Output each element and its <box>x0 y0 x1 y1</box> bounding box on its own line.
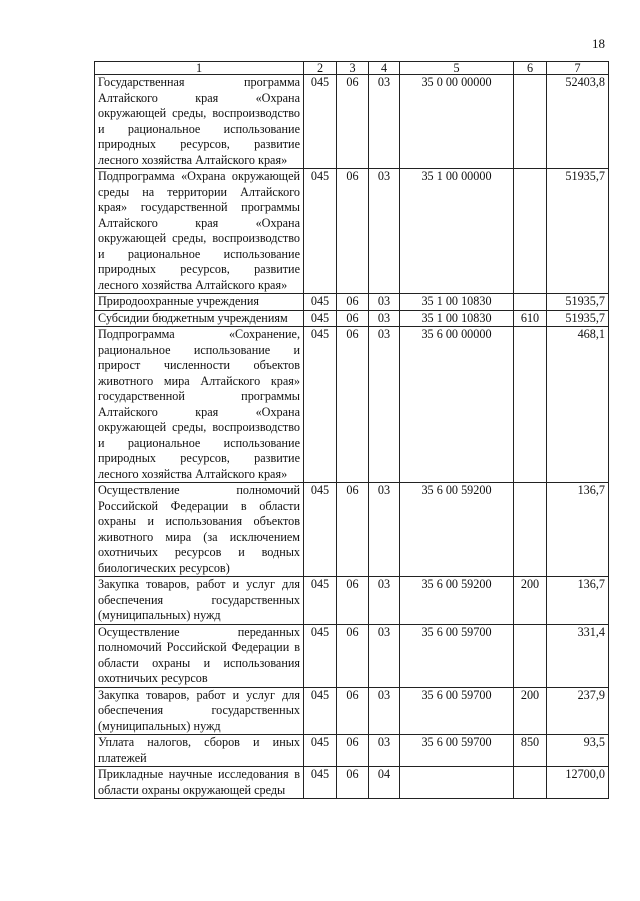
row-name-cell: Осуществление полномочий Российской Федерации в области охраны и использования объектов животного мира (за исключением охотничьих ресурсов и водных биологических ресурсов) <box>95 483 304 577</box>
target-article-cell: 35 1 00 00000 <box>400 169 514 294</box>
table-row <box>95 310 609 327</box>
target-article-cell: 35 6 00 59700 <box>400 735 514 767</box>
expense-type-cell <box>514 327 547 483</box>
amount-cell: 93,5 <box>547 735 609 767</box>
header-cell-4: 4 <box>369 62 400 75</box>
table-row <box>95 624 609 687</box>
header-cell-2: 2 <box>304 62 337 75</box>
section-cell: 06 <box>337 577 369 625</box>
row-name-cell: Государственная программа Алтайского края «Охрана окружающей среды, воспроизводство и рациональное использование природных ресурсов, развитие лесного хозяйства Алтайского края» <box>95 75 304 169</box>
expense-type-cell <box>514 483 547 577</box>
section-cell: 06 <box>337 483 369 577</box>
section-cell: 06 <box>337 687 369 735</box>
subsection-cell: 03 <box>369 310 400 327</box>
expense-type-cell: 200 <box>514 577 547 625</box>
admin-code-cell: 045 <box>304 767 337 799</box>
table-row <box>95 75 609 169</box>
row-name-cell: Прикладные научные исследования в области охраны окружающей среды <box>95 767 304 799</box>
row-name-cell: Природоохранные учреждения <box>95 294 304 311</box>
target-article-cell: 35 6 00 59700 <box>400 624 514 687</box>
section-cell: 06 <box>337 767 369 799</box>
subsection-cell: 03 <box>369 483 400 577</box>
amount-cell: 468,1 <box>547 327 609 483</box>
admin-code-cell: 045 <box>304 624 337 687</box>
row-name-cell: Подпрограмма «Сохранение, рациональное использование и прирост численности объектов животного мира Алтайского края» государственной программы Алтайского края «Охрана окружающей среды, воспроизводство и рациональное использование природных ресурсов, развитие лесного хозяйства Алтайского края» <box>95 327 304 483</box>
amount-cell: 136,7 <box>547 577 609 625</box>
section-cell: 06 <box>337 294 369 311</box>
subsection-cell: 03 <box>369 577 400 625</box>
admin-code-cell: 045 <box>304 327 337 483</box>
table-row <box>95 687 609 735</box>
subsection-cell: 03 <box>369 687 400 735</box>
expense-type-cell: 850 <box>514 735 547 767</box>
header-cell-5: 5 <box>400 62 514 75</box>
target-article-cell: 35 6 00 59200 <box>400 577 514 625</box>
admin-code-cell: 045 <box>304 577 337 625</box>
row-name-cell: Уплата налогов, сборов и иных платежей <box>95 735 304 767</box>
admin-code-cell: 045 <box>304 75 337 169</box>
subsection-cell: 03 <box>369 735 400 767</box>
table-row <box>95 483 609 577</box>
row-name-cell: Субсидии бюджетным учреждениям <box>95 310 304 327</box>
row-name-cell: Осуществление переданных полномочий Российской Федерации в области охраны и использования охотничьих ресурсов <box>95 624 304 687</box>
row-name-cell: Закупка товаров, работ и услуг для обеспечения государственных (муниципальных) нужд <box>95 577 304 625</box>
header-cell-1: 1 <box>95 62 304 75</box>
target-article-cell: 35 1 00 10830 <box>400 310 514 327</box>
amount-cell: 51935,7 <box>547 169 609 294</box>
expense-type-cell: 610 <box>514 310 547 327</box>
amount-cell: 51935,7 <box>547 294 609 311</box>
subsection-cell: 03 <box>369 294 400 311</box>
target-article-cell: 35 6 00 00000 <box>400 327 514 483</box>
section-cell: 06 <box>337 169 369 294</box>
budget-table <box>94 61 609 799</box>
table-row <box>95 327 609 483</box>
table-row <box>95 577 609 625</box>
amount-cell: 12700,0 <box>547 767 609 799</box>
amount-cell: 52403,8 <box>547 75 609 169</box>
expense-type-cell: 200 <box>514 687 547 735</box>
admin-code-cell: 045 <box>304 687 337 735</box>
expense-type-cell <box>514 75 547 169</box>
subsection-cell: 03 <box>369 327 400 483</box>
admin-code-cell: 045 <box>304 169 337 294</box>
target-article-cell: 35 6 00 59200 <box>400 483 514 577</box>
table-row <box>95 767 609 799</box>
amount-cell: 331,4 <box>547 624 609 687</box>
table-row <box>95 735 609 767</box>
subsection-cell: 03 <box>369 169 400 294</box>
section-cell: 06 <box>337 310 369 327</box>
amount-cell: 51935,7 <box>547 310 609 327</box>
amount-cell: 237,9 <box>547 687 609 735</box>
header-cell-3: 3 <box>337 62 369 75</box>
header-cell-7: 7 <box>547 62 609 75</box>
subsection-cell: 03 <box>369 75 400 169</box>
expense-type-cell <box>514 294 547 311</box>
section-cell: 06 <box>337 624 369 687</box>
target-article-cell: 35 1 00 10830 <box>400 294 514 311</box>
table-row <box>95 169 609 294</box>
admin-code-cell: 045 <box>304 310 337 327</box>
target-article-cell <box>400 767 514 799</box>
section-cell: 06 <box>337 75 369 169</box>
table-row <box>95 294 609 311</box>
expense-type-cell <box>514 767 547 799</box>
admin-code-cell: 045 <box>304 294 337 311</box>
section-cell: 06 <box>337 327 369 483</box>
expense-type-cell <box>514 624 547 687</box>
expense-type-cell <box>514 169 547 294</box>
admin-code-cell: 045 <box>304 735 337 767</box>
row-name-cell: Закупка товаров, работ и услуг для обеспечения государственных (муниципальных) нужд <box>95 687 304 735</box>
admin-code-cell: 045 <box>304 483 337 577</box>
page-number: 18 <box>592 36 605 51</box>
header-row <box>95 62 609 75</box>
subsection-cell: 04 <box>369 767 400 799</box>
target-article-cell: 35 0 00 00000 <box>400 75 514 169</box>
row-name-cell: Подпрограмма «Охрана окружающей среды на территории Алтайского края» государственной программы Алтайского края «Охрана окружающей среды, воспроизводство и рациональное использование природных ресурсов, развитие лесного хозяйства Алтайского края» <box>95 169 304 294</box>
header-cell-6: 6 <box>514 62 547 75</box>
section-cell: 06 <box>337 735 369 767</box>
subsection-cell: 03 <box>369 624 400 687</box>
target-article-cell: 35 6 00 59700 <box>400 687 514 735</box>
amount-cell: 136,7 <box>547 483 609 577</box>
